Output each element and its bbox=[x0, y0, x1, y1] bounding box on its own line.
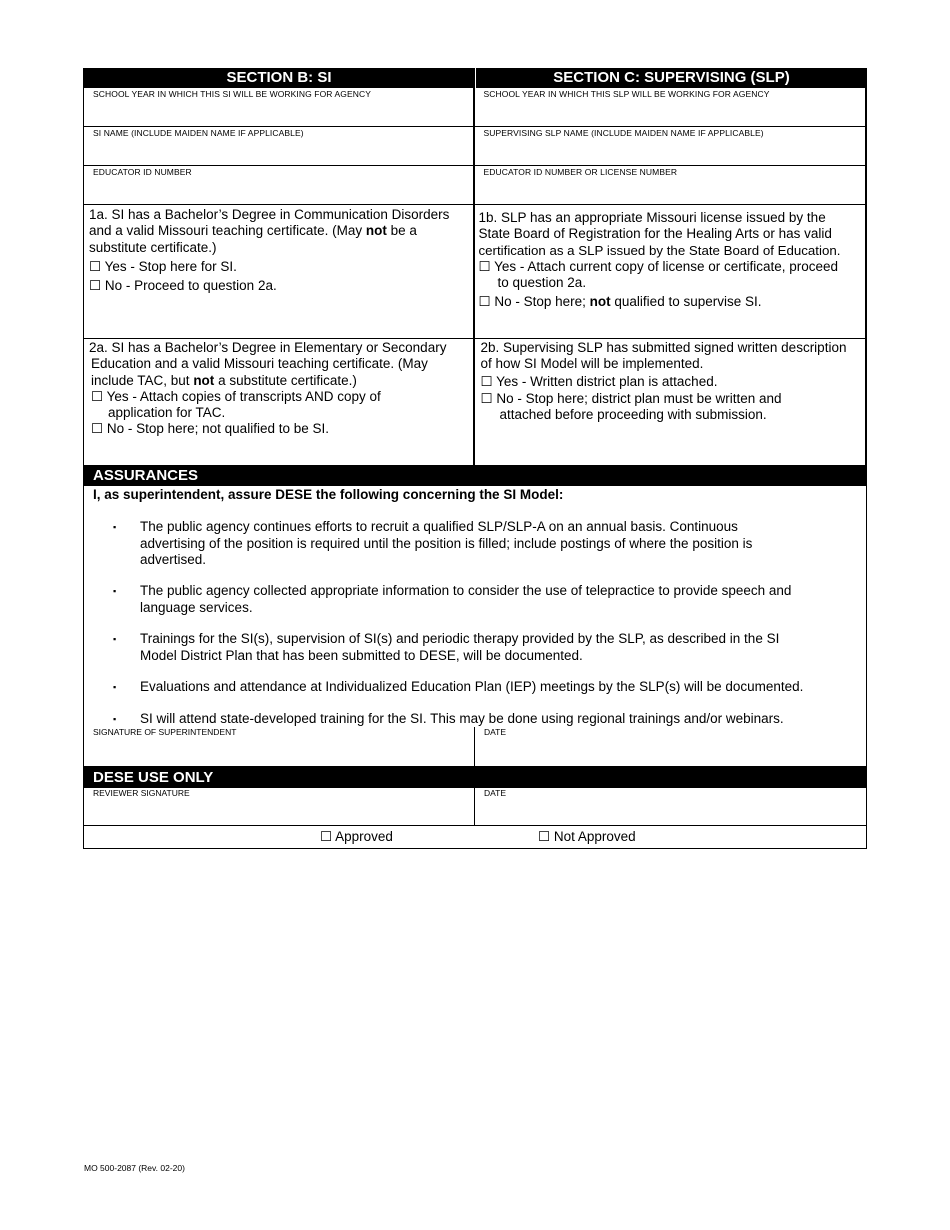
section-header-row bbox=[83, 68, 867, 88]
si-educator-id-label: EDUCATOR ID NUMBER bbox=[93, 167, 192, 177]
approval-row bbox=[83, 826, 867, 849]
q2a-line: Education and a valid Missouri teaching certificate. (May bbox=[91, 356, 428, 372]
superintendent-signature-row bbox=[83, 727, 867, 767]
question-1a bbox=[84, 205, 473, 339]
q2b-no-checkbox[interactable]: ☐ No - Stop here; district plan must be written and bbox=[480, 390, 782, 406]
q2b-line: of how SI Model will be implemented. bbox=[480, 356, 704, 372]
not-approved-checkbox[interactable]: ☐ Not Approved bbox=[538, 829, 636, 844]
slp-name-label: SUPERVISING SLP NAME (INCLUDE MAIDEN NAME IF APPLICABLE) bbox=[483, 128, 764, 138]
q2b-no-continued: attached before proceeding with submission. bbox=[499, 407, 767, 423]
si-educator-id-field[interactable] bbox=[84, 166, 473, 205]
assurance-line: Model District Plan that has been submitted to DESE, will be documented. bbox=[140, 647, 583, 663]
section-b-header: SECTION B: SI bbox=[83, 68, 475, 88]
q1b-line: 1b. SLP has an appropriate Missouri license issued by the bbox=[478, 210, 826, 225]
q2a-yes-checkbox[interactable]: ☐ Yes - Attach copies of transcripts AND copy of bbox=[91, 388, 381, 404]
question-2b bbox=[475, 339, 866, 465]
fields-area bbox=[83, 88, 867, 465]
si-form bbox=[83, 68, 867, 849]
reviewer-date-label: DATE bbox=[484, 788, 507, 798]
assurance-line: Trainings for the SI(s), supervision of SI(s) and periodic therapy provided by the SLP, as described in the SI bbox=[140, 631, 780, 646]
bullet-icon: ▪ bbox=[113, 714, 117, 724]
q2a-line: include TAC, but not a substitute certificate.) bbox=[91, 372, 357, 388]
slp-school-year-label: SCHOOL YEAR IN WHICH THIS SLP WILL BE WORKING FOR AGENCY bbox=[483, 89, 770, 99]
bullet-icon: ▪ bbox=[113, 522, 117, 532]
q2b-line: 2b. Supervising SLP has submitted signed written description bbox=[480, 340, 847, 355]
q2a-line: 2a. SI has a Bachelor’s Degree in Elementary or Secondary bbox=[89, 340, 447, 355]
si-school-year-field[interactable] bbox=[84, 88, 473, 127]
slp-educator-id-field[interactable] bbox=[475, 166, 866, 205]
q2a-no-checkbox[interactable]: ☐ No - Stop here; not qualified to be SI. bbox=[91, 421, 329, 437]
q1b-no-checkbox[interactable]: ☐ No - Stop here; not qualified to supervise SI. bbox=[478, 294, 762, 310]
bullet-icon: ▪ bbox=[113, 634, 117, 644]
assurances-body bbox=[83, 486, 867, 727]
si-school-year-label: SCHOOL YEAR IN WHICH THIS SI WILL BE WORKING FOR AGENCY bbox=[93, 89, 372, 99]
assurance-line: advertised. bbox=[140, 552, 207, 567]
q1b-yes-continued: to question 2a. bbox=[497, 275, 587, 291]
section-c-column bbox=[475, 88, 866, 465]
q1a-no-checkbox[interactable]: ☐ No - Proceed to question 2a. bbox=[89, 278, 277, 294]
si-name-field[interactable] bbox=[84, 127, 473, 166]
section-b-column bbox=[84, 88, 475, 465]
q1a-line: 1a. SI has a Bachelor’s Degree in Communication Disorders bbox=[89, 207, 450, 222]
q2a-yes-continued: application for TAC. bbox=[108, 405, 226, 421]
slp-school-year-field[interactable] bbox=[475, 88, 866, 127]
assurance-line: language services. bbox=[140, 599, 253, 615]
dese-use-only-header: DESE USE ONLY bbox=[83, 767, 867, 788]
q1b-yes-checkbox[interactable]: ☐ Yes - Attach current copy of license or certificate, proceed bbox=[478, 258, 839, 274]
bullet-icon: ▪ bbox=[113, 682, 117, 692]
assurance-line: The public agency collected appropriate information to consider the use of telepractice to provide speech and bbox=[140, 583, 792, 598]
superintendent-signature-field[interactable] bbox=[84, 727, 475, 766]
assurance-line: SI will attend state-developed training for the SI. This may be done using regional trainings and/or webinars. bbox=[140, 711, 784, 726]
reviewer-signature-field[interactable] bbox=[84, 788, 475, 825]
assurances-header: ASSURANCES bbox=[83, 465, 867, 486]
slp-educator-id-label: EDUCATOR ID NUMBER OR LICENSE NUMBER bbox=[483, 167, 678, 177]
slp-name-field[interactable] bbox=[475, 127, 866, 166]
si-name-label: SI NAME (INCLUDE MAIDEN NAME IF APPLICABLE) bbox=[93, 128, 304, 138]
q1b-line: certification as a SLP issued by the State Board of Education. bbox=[478, 242, 841, 258]
approved-checkbox[interactable]: ☐ Approved bbox=[320, 829, 393, 844]
superintendent-signature-label: SIGNATURE OF SUPERINTENDENT bbox=[93, 727, 237, 737]
q2b-yes-checkbox[interactable]: ☐ Yes - Written district plan is attached. bbox=[480, 373, 718, 389]
question-2a bbox=[84, 339, 473, 465]
assurance-line: advertising of the position is required until the position is filled; include postings of where the position is bbox=[140, 535, 753, 551]
q1a-line: and a valid Missouri teaching certificate. (May not be a bbox=[89, 223, 417, 239]
assurances-lead: I, as superintendent, assure DESE the following concerning the SI Model: bbox=[93, 487, 564, 502]
q1a-yes-checkbox[interactable]: ☐ Yes - Stop here for SI. bbox=[89, 258, 237, 274]
bullet-icon: ▪ bbox=[113, 586, 117, 596]
question-1b bbox=[475, 205, 866, 339]
assurance-line: Evaluations and attendance at Individualized Education Plan (IEP) meetings by the SLP(s) will be documented. bbox=[140, 679, 804, 694]
form-number: MO 500-2087 (Rev. 02-20) bbox=[84, 1163, 185, 1173]
reviewer-row bbox=[83, 788, 867, 826]
reviewer-signature-label: REVIEWER SIGNATURE bbox=[93, 788, 190, 798]
reviewer-date-field[interactable] bbox=[475, 788, 866, 825]
assurance-line: The public agency continues efforts to recruit a qualified SLP/SLP-A on an annual basis. Continuous bbox=[140, 519, 738, 534]
q1a-line: substitute certificate.) bbox=[89, 239, 217, 255]
superintendent-date-field[interactable] bbox=[475, 727, 866, 766]
q1b-line: State Board of Registration for the Healing Arts or has valid bbox=[478, 226, 832, 242]
superintendent-date-label: DATE bbox=[484, 727, 507, 737]
section-c-header: SECTION C: SUPERVISING (SLP) bbox=[475, 68, 867, 88]
